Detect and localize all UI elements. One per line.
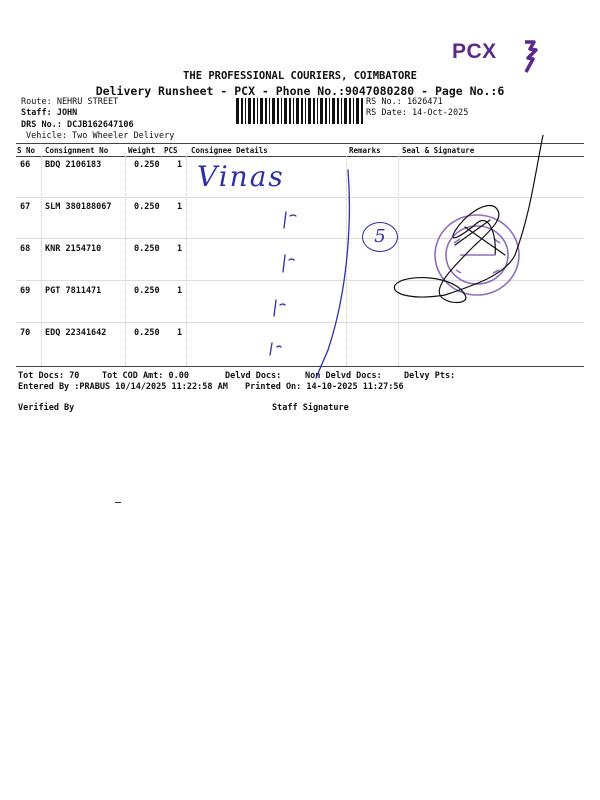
row-weight: 0.250	[134, 160, 160, 170]
row-sno: 69	[20, 286, 31, 296]
pen-line	[316, 170, 349, 378]
ditto-mark	[277, 346, 281, 347]
barcode-bar	[356, 98, 359, 124]
barcode-bar	[349, 98, 351, 124]
entered-by: Entered By :PRABUS 10/14/2025 11:22:58 AM	[18, 382, 228, 392]
col-consignment: Consignment No	[45, 146, 109, 155]
vehicle-text: Vehicle: Two Wheeler Delivery	[26, 131, 175, 141]
barcode-bar	[361, 98, 363, 124]
row-pcs: 1	[177, 244, 183, 254]
route-text: Route: NEHRU STREET	[21, 97, 119, 107]
column-separator	[125, 156, 126, 366]
ditto-mark	[290, 215, 296, 216]
row-sno: 67	[20, 202, 31, 212]
barcode-bar	[236, 98, 239, 124]
verified-by: Verified By	[18, 403, 75, 413]
row-weight: 0.250	[134, 244, 160, 254]
row-weight: 0.250	[134, 202, 160, 212]
barcode-bar	[296, 98, 299, 124]
row-consignment: BDQ 2106183	[45, 160, 102, 170]
barcode-bar	[245, 98, 246, 124]
col-pcs: PCS	[164, 146, 178, 155]
row-pcs: 1	[177, 160, 183, 170]
barcode-bar	[248, 98, 251, 124]
barcode-bar	[284, 98, 287, 124]
barcode-bar	[277, 98, 279, 124]
barcode-bar	[308, 98, 311, 124]
ditto-mark	[280, 304, 285, 305]
handwritten-remark: 5	[362, 222, 398, 252]
barcode	[236, 98, 364, 124]
barcode-bar	[257, 98, 258, 124]
barcode-bar	[317, 98, 318, 124]
pcx-logo: PCX	[452, 40, 497, 63]
row-pcs: 1	[177, 202, 183, 212]
barcode-bar	[313, 98, 315, 124]
barcode-bar	[325, 98, 327, 124]
staff-signature-label: Staff Signature	[272, 403, 349, 413]
row-pcs: 1	[177, 286, 183, 296]
row-pcs: 1	[177, 328, 183, 338]
ditto-mark	[284, 212, 286, 228]
rs-date-text: RS Date: 14-Oct-2025	[366, 108, 469, 118]
tot-docs: Tot Docs: 70	[18, 371, 80, 381]
barcode-bar	[341, 98, 342, 124]
row-sno: 66	[20, 160, 31, 170]
barcode-bar	[344, 98, 347, 124]
barcode-bar	[241, 98, 243, 124]
ditto-mark	[289, 259, 294, 260]
col-seal: Seal & Signature	[402, 146, 475, 155]
runsheet-title: Delivery Runsheet - PCX - Phone No.:9047080280 - Page No.:6	[95, 84, 505, 98]
staff-text: Staff: JOHN	[21, 108, 78, 118]
col-remarks: Remarks	[349, 146, 381, 155]
row-sno: 70	[20, 328, 31, 338]
barcode-bar	[305, 98, 306, 124]
row-sno: 68	[20, 244, 31, 254]
row-weight: 0.250	[134, 328, 160, 338]
barcode-bar	[337, 98, 339, 124]
tot-cod-amt: Tot COD Amt: 0.00	[102, 371, 189, 381]
row-consignment: PGT 7811471	[45, 286, 102, 296]
barcode-bar	[260, 98, 263, 124]
row-consignment: KNR 2154710	[45, 244, 102, 254]
non-delvd-docs: Non Delvd Docs:	[305, 371, 382, 381]
barcode-bar	[329, 98, 330, 124]
col-sno: S No	[17, 146, 36, 155]
delvd-docs: Delvd Docs:	[225, 371, 282, 381]
rs-no-text: RS No.: 1626471	[366, 97, 443, 107]
barcode-bar	[265, 98, 267, 124]
row-weight: 0.250	[134, 286, 160, 296]
stray-mark	[115, 502, 121, 503]
barcode-bar	[332, 98, 335, 124]
company-title: THE PROFESSIONAL COURIERS, COIMBATORE	[183, 70, 417, 82]
barcode-bar	[301, 98, 303, 124]
signature	[385, 135, 555, 310]
row-consignment: SLM 380188067	[45, 202, 112, 212]
barcode-bar	[281, 98, 282, 124]
col-consignee: Consignee Details	[191, 146, 268, 155]
ditto-mark	[283, 255, 285, 272]
row-consignment: EDQ 22341642	[45, 328, 107, 338]
barcode-bar	[272, 98, 275, 124]
column-separator	[41, 156, 42, 366]
barcode-bar	[353, 98, 354, 124]
logo-mark-icon	[520, 40, 542, 74]
ditto-mark	[274, 300, 276, 316]
col-weight: Weight	[128, 146, 156, 155]
barcode-bar	[253, 98, 255, 124]
delvy-pts: Delvy Pts:	[404, 371, 456, 381]
drs-text: DRS No.: DCJB162647106	[21, 120, 134, 130]
ditto-mark	[270, 343, 272, 355]
printed-on: Printed On: 14-10-2025 11:27:56	[245, 382, 404, 392]
barcode-bar	[320, 98, 323, 124]
handwritten-name: Vinas	[197, 160, 285, 193]
barcode-bar	[289, 98, 291, 124]
barcode-bar	[269, 98, 270, 124]
barcode-bar	[293, 98, 294, 124]
